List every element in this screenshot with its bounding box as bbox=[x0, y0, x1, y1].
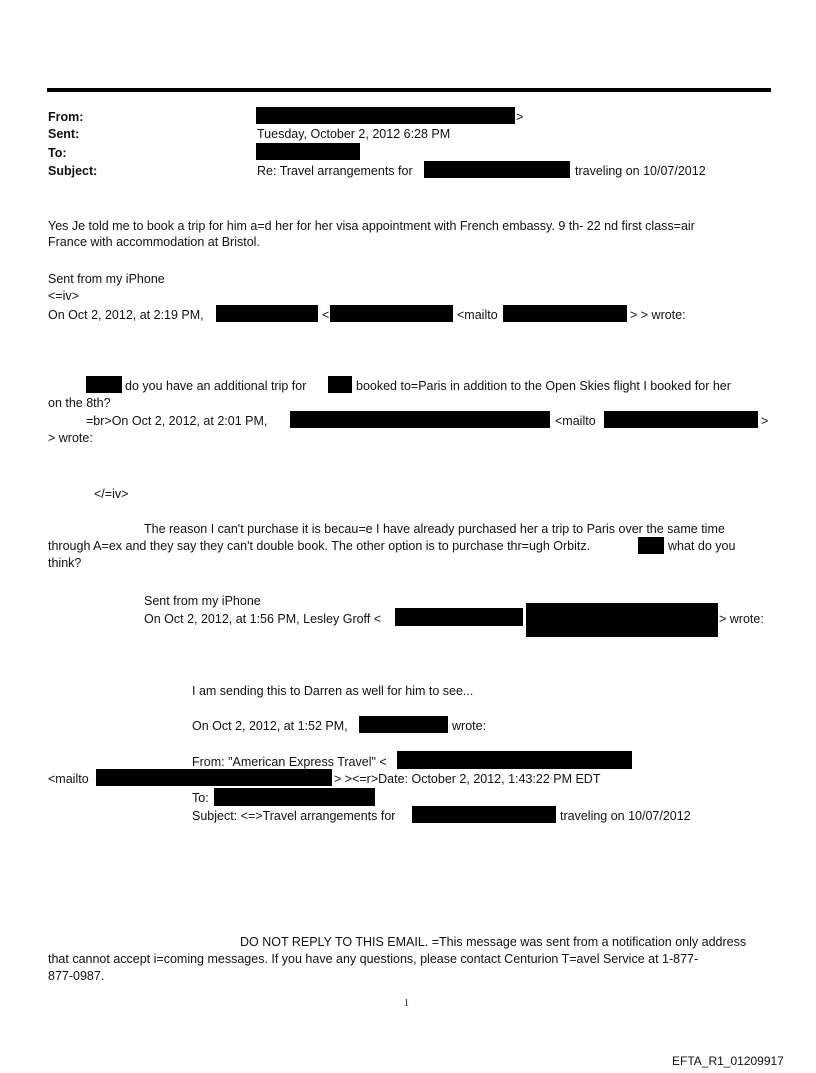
mailto-text: <mailto bbox=[555, 414, 596, 428]
redaction bbox=[290, 411, 550, 428]
redaction bbox=[328, 376, 352, 393]
notice-line: 877-0987. bbox=[48, 969, 105, 983]
document-id: EFTA_R1_01209917 bbox=[672, 1054, 784, 1068]
html-artifact: <=iv> bbox=[48, 289, 79, 303]
redaction bbox=[397, 751, 632, 769]
redaction-to bbox=[256, 143, 360, 160]
bracket-text: > bbox=[761, 414, 769, 428]
redaction bbox=[216, 305, 318, 322]
mailto-text: <mailto bbox=[457, 308, 498, 322]
sent-from-iphone: Sent from my iPhone bbox=[48, 272, 165, 286]
forward-subject: Subject: <=>Travel arrangements for bbox=[192, 809, 396, 823]
redaction bbox=[604, 411, 758, 428]
redaction bbox=[503, 305, 627, 322]
redaction bbox=[214, 788, 375, 806]
forward-subject-tail: traveling on 10/07/2012 bbox=[560, 809, 691, 823]
reply-attribution: On Oct 2, 2012, at 2:19 PM, bbox=[48, 308, 204, 322]
body-line: I am sending this to Darren as well for him to see... bbox=[192, 684, 474, 698]
mailto-text: <mailto bbox=[48, 772, 89, 786]
page-number: 1 bbox=[404, 998, 409, 1009]
subject-prefix: Re: Travel arrangements for bbox=[257, 164, 413, 178]
redaction bbox=[395, 608, 523, 626]
redaction bbox=[96, 769, 332, 786]
body-line: through A=ex and they say they can't double book. The other option is to purchase thr=ugh Orbitz. bbox=[48, 539, 591, 553]
body-line: booked to=Paris in addition to the Open Skies flight I booked for her bbox=[356, 379, 731, 393]
redaction bbox=[359, 716, 448, 733]
html-artifact: </=iv> bbox=[94, 487, 129, 501]
to-label: To: bbox=[48, 146, 67, 160]
sent-from-iphone: Sent from my iPhone bbox=[144, 594, 261, 608]
redaction bbox=[86, 376, 122, 393]
reply-attribution: On Oct 2, 2012, at 1:52 PM, bbox=[192, 719, 348, 733]
from-tail: > bbox=[516, 110, 524, 124]
forward-to: To: bbox=[192, 791, 209, 805]
redaction-from bbox=[256, 107, 515, 124]
subject-suffix: traveling on 10/07/2012 bbox=[575, 164, 706, 178]
wrote-text: wrote: bbox=[452, 719, 487, 733]
header-rule bbox=[47, 88, 771, 92]
reply-attribution: =br>On Oct 2, 2012, at 2:01 PM, bbox=[86, 414, 268, 428]
body-line: do you have an additional trip for bbox=[125, 379, 307, 393]
redaction bbox=[412, 806, 556, 823]
body-line: The reason I can't purchase it is becau=e I have already purchased her a trip to Paris over the same time bbox=[144, 522, 725, 536]
wrote-text: > > wrote: bbox=[630, 308, 686, 322]
from-label: From: bbox=[48, 110, 84, 124]
forward-date: > ><=r>Date: October 2, 2012, 1:43:22 PM EDT bbox=[334, 772, 601, 786]
body-line: Yes Je told me to book a trip for him a=d her for her visa appointment with French embassy. 9 th- 22 nd first class=air bbox=[48, 219, 695, 233]
body-line: think? bbox=[48, 556, 82, 570]
body-line: what do you bbox=[668, 539, 736, 553]
redaction bbox=[526, 603, 718, 637]
notice-line: that cannot accept i=coming messages. If you have any questions, please contact Centurion T=avel Service at 1-877- bbox=[48, 952, 699, 966]
sent-label: Sent: bbox=[48, 127, 80, 141]
body-line: France with accommodation at Bristol. bbox=[48, 235, 260, 249]
subject-label: Subject: bbox=[48, 164, 98, 178]
notice-line: DO NOT REPLY TO THIS EMAIL. =This message was sent from a notification only address bbox=[240, 935, 747, 949]
redaction bbox=[330, 305, 453, 322]
redaction-subject bbox=[424, 161, 570, 178]
body-line: on the 8th? bbox=[48, 396, 111, 410]
reply-attribution: On Oct 2, 2012, at 1:56 PM, Lesley Groff < bbox=[144, 612, 382, 626]
wrote-text: > wrote: bbox=[719, 612, 764, 626]
bracket-text: < bbox=[322, 308, 330, 322]
sent-value: Tuesday, October 2, 2012 6:28 PM bbox=[257, 127, 451, 141]
redaction bbox=[638, 537, 664, 554]
wrote-text: > wrote: bbox=[48, 431, 93, 445]
forward-from: From: "American Express Travel" < bbox=[192, 755, 387, 769]
